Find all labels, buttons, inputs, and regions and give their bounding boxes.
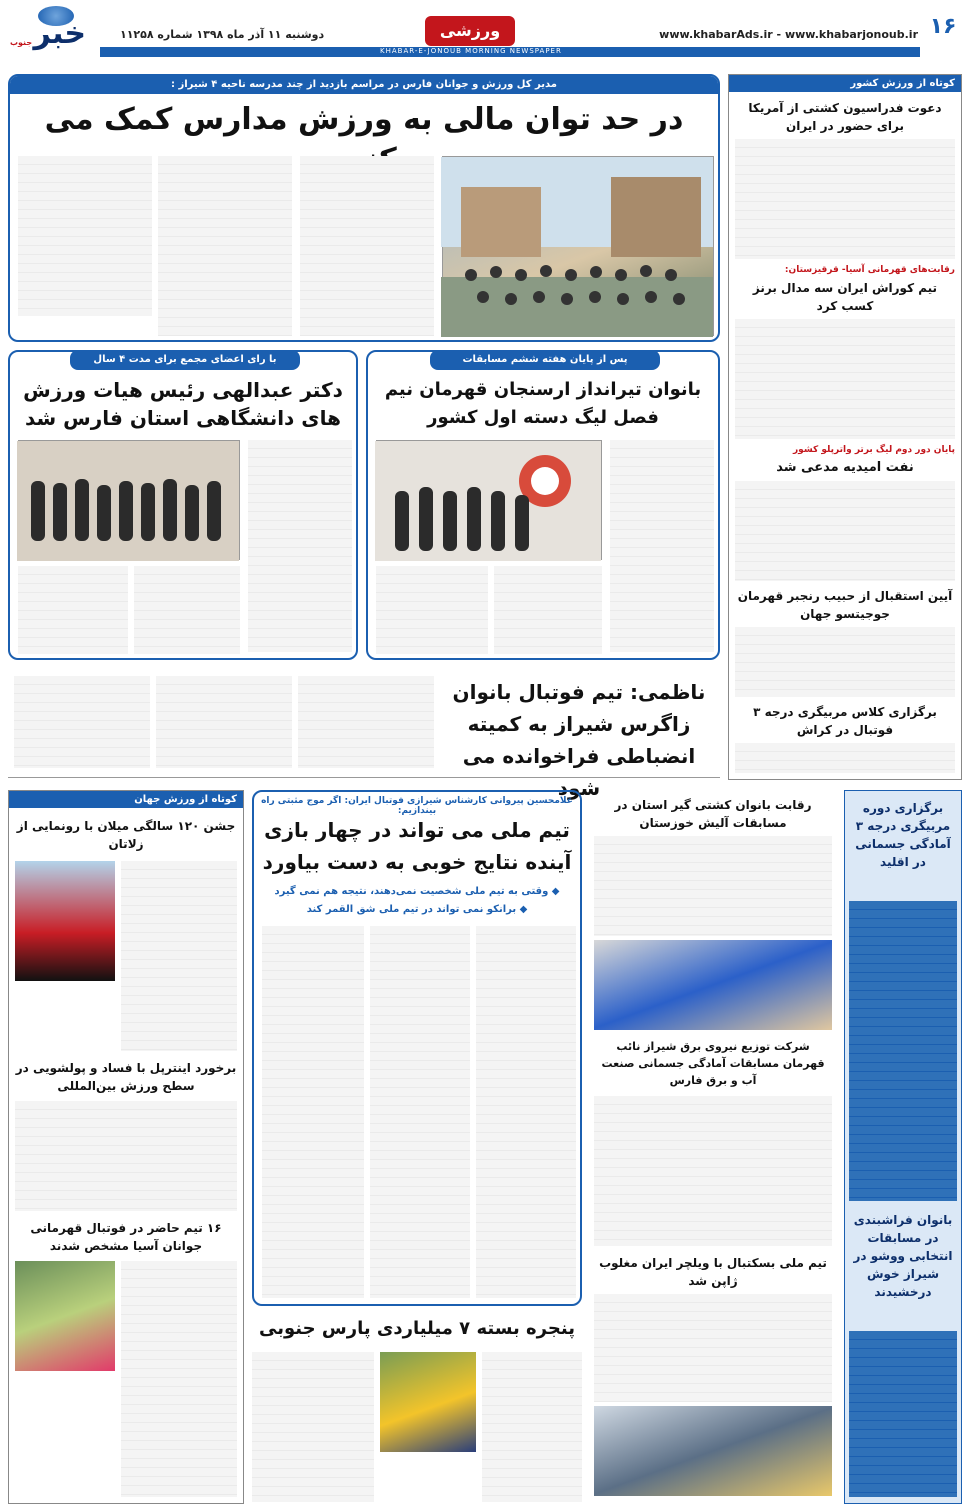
story-left xyxy=(8,350,358,660)
center-body-2 xyxy=(370,926,470,1298)
right-column xyxy=(728,74,962,780)
pars-photo xyxy=(380,1352,476,1452)
lead-photo-art xyxy=(441,157,713,337)
story-left-tag: با رای اعضای مجمع برای مدت ۴ سال xyxy=(70,350,300,370)
right-s3-body xyxy=(735,481,955,581)
story-left-body-3 xyxy=(18,566,128,654)
asia-youth-photo xyxy=(15,1261,115,1371)
story-left-body-2 xyxy=(134,566,240,654)
bullet-icon: ◆ xyxy=(516,904,528,915)
story-left-photo-art xyxy=(17,441,239,561)
center-title: تیم ملی می تواند در چهار بازی آینده نتایج خوبی به دست بیاورد xyxy=(262,818,572,874)
zlatan-photo xyxy=(15,861,115,981)
logo-text: خبر xyxy=(33,16,86,51)
masthead xyxy=(0,0,970,64)
wrestling-photo xyxy=(594,940,832,1030)
story-mid xyxy=(366,350,720,660)
nazemi-title: ناظمی: تیم فوتبال بانوان زاگرس شیراز به کمیته انضباطی فراخوانده می شود xyxy=(452,680,706,800)
story-mid-title: بانوان تیرانداز ارسنجان قهرمان نیم فصل لیگ دسته اول کشور xyxy=(384,379,702,428)
sidebar-s1-body xyxy=(849,901,957,1201)
right-s1-title: دعوت فدراسیون کشتی از آمریکا برای حضور در ایران xyxy=(748,101,942,133)
right-s2-kicker: رقابت‌های قهرمانی آسیا- قرقیزستان: xyxy=(784,265,955,275)
sidebar-s1-title: برگزاری دوره مربیگری درجه ۳ آمادگی جسمانی در اقلید xyxy=(855,801,951,869)
lead-body-1 xyxy=(300,156,434,336)
wheelchair-basketball-photo xyxy=(594,1406,832,1496)
pars-body-1 xyxy=(482,1352,582,1502)
pars-story xyxy=(252,1312,582,1504)
nazemi-body-2 xyxy=(156,676,292,768)
newspaper-logo xyxy=(8,6,92,56)
right-column-header: کوتاه از ورزش کشور xyxy=(729,75,961,92)
right-s5-body xyxy=(735,743,955,773)
regional-s3-body xyxy=(594,1294,832,1402)
section-badge: ورزشی xyxy=(425,16,515,46)
right-s5-title: برگزاری کلاس مربیگری درجه ۳ فوتبال در کراش xyxy=(753,705,937,737)
website-url: www.khabarAds.ir - www.khabarjonoub.ir xyxy=(659,28,918,41)
center-interview xyxy=(252,790,582,1306)
right-s4-body xyxy=(735,627,955,697)
center-bullet-2 xyxy=(262,904,572,915)
lead-kicker: مدیر کل ورزش و جوانان فارس در مراسم بازدید از چند مدرسه ناحیه ۴ شیراز : xyxy=(171,79,557,90)
right-s1-body xyxy=(735,139,955,259)
pars-title: پنجره بسته ۷ میلیاردی پارس جنوبی xyxy=(259,1318,575,1339)
regional-s1-body xyxy=(594,836,832,936)
world-s3-body xyxy=(121,1261,237,1497)
bullet-icon: ◆ xyxy=(548,886,560,897)
center-bullet-1 xyxy=(262,886,572,897)
center-body-3 xyxy=(262,926,364,1298)
story-mid-body-1 xyxy=(610,440,714,652)
regional-s2-title: شرکت توزیع نیروی برق شیراز نائب قهرمان مسابقات آمادگی جسمانی صنعت آب و برق فارس xyxy=(601,1040,825,1087)
lead-story xyxy=(8,74,720,342)
world-s1-title: جشن ۱۲۰ سالگی میلان با رونمایی از زلاتان xyxy=(16,819,236,851)
blue-sidebar xyxy=(844,790,962,1504)
issue-date: دوشنبه ۱۱ آذر ماه ۱۳۹۸ شماره ۱۱۲۵۸ xyxy=(120,28,325,41)
story-mid-body-2 xyxy=(494,566,602,654)
center-kicker: غلامحسین پیروانی کارشناس شیرازی فوتبال ایران: اگر موج مثبتی راه بیندازیم: xyxy=(261,796,573,816)
lead-body-2 xyxy=(158,156,292,336)
story-left-title: دکتر عبدالهی رئیس هیات ورزش های دانشگاهی استان فارس شد xyxy=(23,378,343,430)
right-s3-title: نفت امیدیه مدعی شد xyxy=(776,460,914,475)
lead-photo xyxy=(442,156,714,336)
story-left-body-1 xyxy=(248,440,352,652)
regional-s2-body xyxy=(594,1096,832,1246)
regional-s3-title: تیم ملی بسکتبال با ویلچر ایران مغلوب ژاپن شد xyxy=(599,1256,827,1288)
center-bullet-2-text: برانکو نمی تواند در تیم ملی شق القمر کند xyxy=(306,904,517,915)
world-s2-title: برخورد اینترپل با فساد و پولشویی در سطح ورزش بین‌المللی xyxy=(15,1061,237,1093)
world-s3-title: ۱۶ تیم حاضر در فوتبال قهرمانی جوانان آسیا مشخص شدند xyxy=(30,1221,222,1253)
world-s2-body xyxy=(15,1101,237,1211)
lead-title: در حد توان مالی به ورزش مدارس کمک می xyxy=(44,102,684,137)
newspaper-english-name: KHABAR-E-JONOUB MORNING NEWSPAPER xyxy=(380,47,562,55)
center-body-1 xyxy=(476,926,576,1298)
right-s2-title: تیم کوراش ایران سه مدال برنز کسب کرد xyxy=(752,281,938,313)
sidebar-s2-title: بانوان فراشبندی در مسابقات انتخابی ووشو در شیراز خوش درخشیدند xyxy=(853,1213,953,1299)
world-s1-body xyxy=(121,861,237,1051)
nazemi-body-3 xyxy=(14,676,150,768)
story-mid-body-3 xyxy=(376,566,488,654)
story-mid-photo-art xyxy=(375,441,601,561)
pars-body-2 xyxy=(252,1352,374,1502)
right-s4-title: آیین استقبال از حبیب رنجبر قهرمان جوجیتسو جهان xyxy=(737,589,953,621)
page-number: ۱۶ xyxy=(929,14,957,39)
sidebar-s2-body xyxy=(849,1331,957,1497)
regional-s1-title: رقابت بانوان کشتی گیر استان در مسابقات آلیش خوزستان xyxy=(614,798,812,830)
world-sports-header: کوتاه از ورزش جهان xyxy=(9,791,243,808)
logo-subtext: جنوب xyxy=(10,38,33,47)
center-bullet-1-text: وقتی به تیم ملی شخصیت نمی‌دهند، نتیجه هم نمی گیرد xyxy=(274,886,549,897)
right-s3-kicker: پایان دور دوم لیگ برتر واترپلو کشور xyxy=(793,445,955,455)
story-left-photo xyxy=(18,440,240,560)
right-s2-body xyxy=(735,319,955,439)
story-mid-photo xyxy=(376,440,602,560)
world-sports-column xyxy=(8,790,244,1504)
nazemi-body-1 xyxy=(298,676,434,768)
lead-body-3 xyxy=(18,156,152,316)
story-mid-tag: پس از پایان هفته ششم مسابقات xyxy=(430,350,660,370)
regional-column xyxy=(590,790,836,1504)
